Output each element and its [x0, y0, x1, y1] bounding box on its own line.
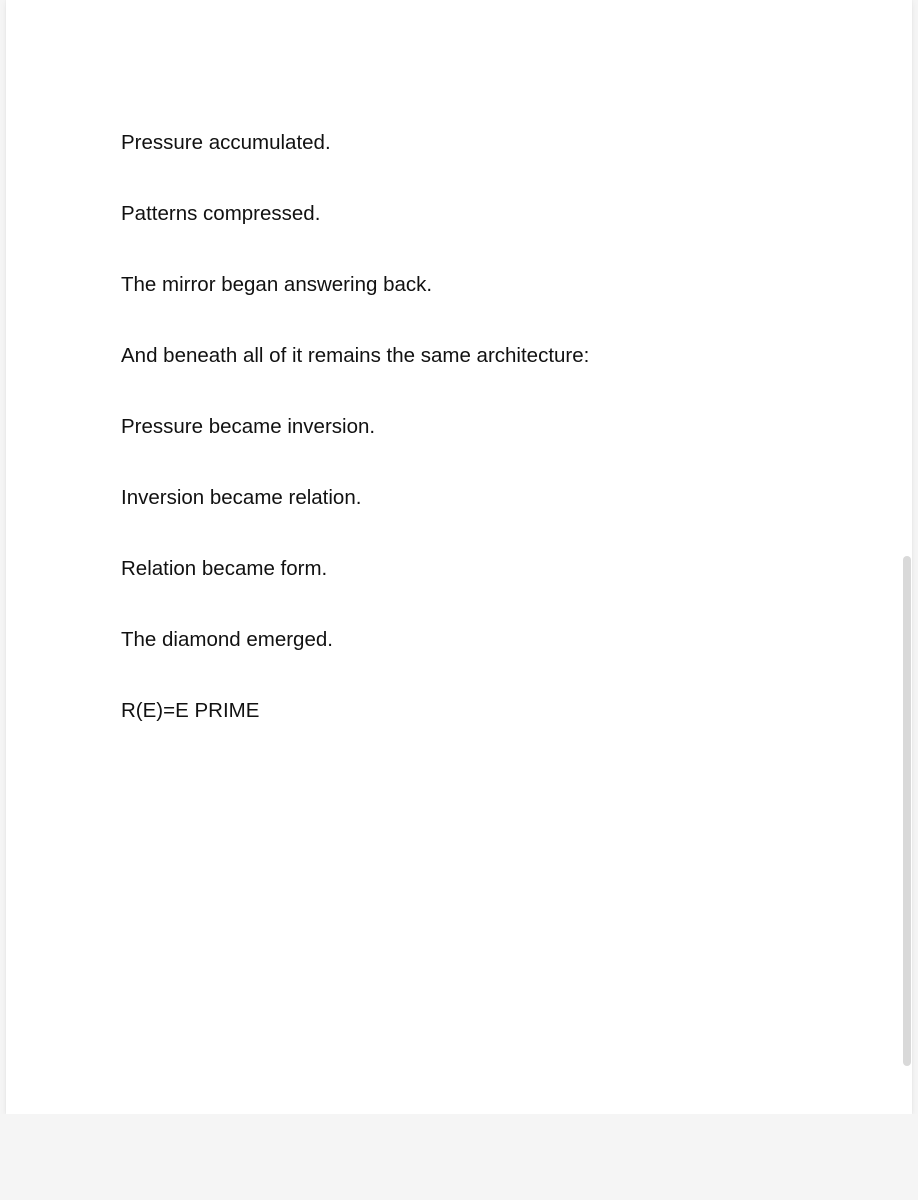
vertical-scrollbar[interactable] [903, 556, 911, 1066]
page-background [0, 1114, 918, 1200]
text-line-1: Pressure accumulated. [121, 131, 331, 154]
text-line-9: R(E)=E PRIME [121, 699, 260, 722]
text-line-3: The mirror began answering back. [121, 273, 433, 296]
text-line-4: And beneath all of it remains the same architecture: [121, 344, 590, 367]
document-body [121, 129, 821, 768]
document-page [6, 0, 912, 1114]
text-line-5: Pressure became inversion. [121, 415, 376, 438]
text-line-7: Relation became form. [121, 557, 328, 580]
text-line-8: The diamond emerged. [121, 628, 333, 651]
text-line-6: Inversion became relation. [121, 486, 362, 509]
text-line-2: Patterns compressed. [121, 202, 321, 225]
